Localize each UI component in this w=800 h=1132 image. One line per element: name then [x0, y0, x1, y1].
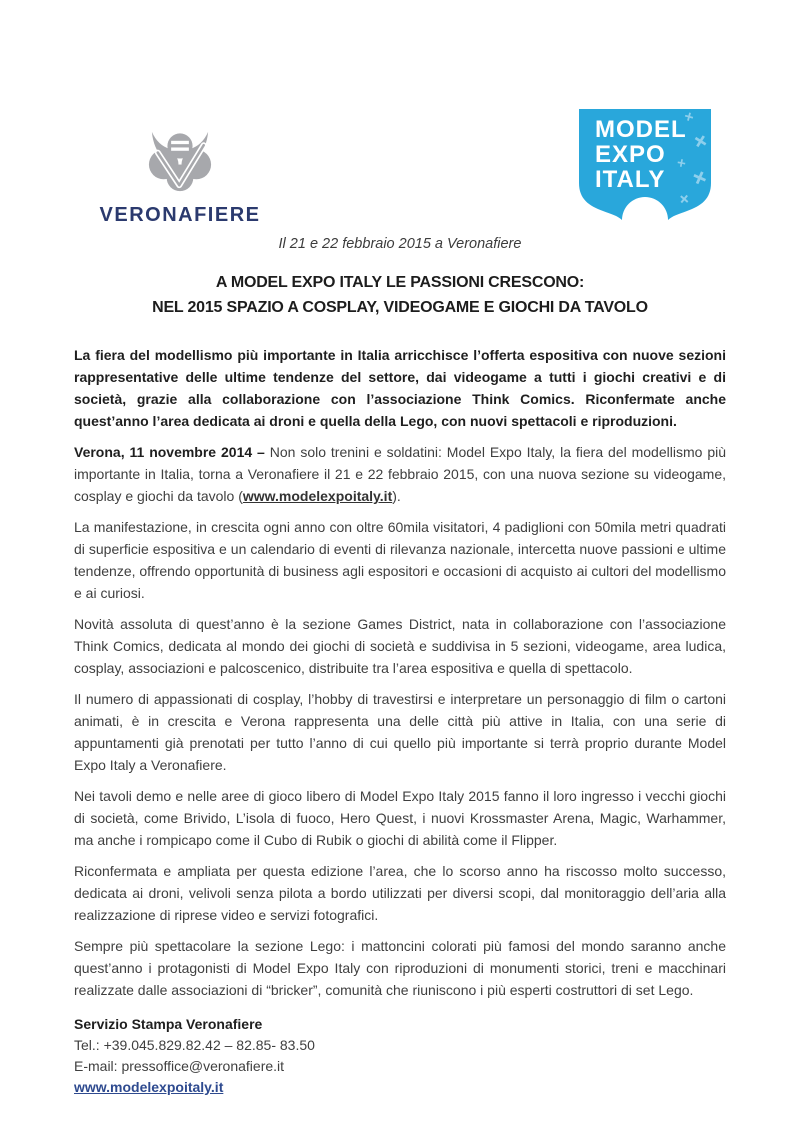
page-title — [74, 270, 726, 320]
footer-website-link[interactable]: www.modelexpoitaly.it — [74, 1079, 224, 1095]
veronafiere-wordmark: VERONAFIERE — [99, 204, 261, 226]
paragraph-cosplay: Il numero di appassionati di cosplay, l’hobby di travestirsi e interpretare un personaggio di film o cartoni animati, è in crescita e Verona rappresenta una delle città più attive in Italia, con una serie di appuntamenti già prenotati per tutto l’anno di cui quello più importante si terrà proprio durante Model Expo Italy a Veronafiere. — [74, 691, 726, 773]
veronafiere-emblem-icon — [126, 126, 234, 200]
plus-icon: + — [687, 162, 712, 194]
paragraph-lego: Sempre più spettacolare la sezione Lego: i mattoncini colorati più famosi del mondo saranno anche quest’anno i protagonisti di Model Expo Italy con riproduzioni di monumenti storici, treni e macchinari realizzate dalle associazioni di “bricker”, comunità che riuniscono i più esperti costruttori di set Lego. — [74, 938, 726, 998]
phone-line: Tel.: +39.045.829.82.42 – 82.85- 83.50 — [74, 1037, 315, 1053]
email-line: E-mail: pressoffice@veronafiere.it — [74, 1058, 285, 1074]
veronafiere-logo — [95, 126, 265, 227]
press-contact-block — [74, 1014, 726, 1098]
document-body — [74, 236, 726, 1098]
paragraph-games-district: Novità assoluta di quest’anno è la sezione Games District, nata in collaborazione con l’associazione Think Comics, dedicata al mondo dei giochi di società e suddivisa in 5 sezioni, videogame, area ludica, cosplay, associazioni e palcoscenico, distribuite tra l’area espositiva e quella di spettacolo. — [74, 616, 726, 676]
paragraph-board-games: Nei tavoli demo e nelle aree di gioco libero di Model Expo Italy 2015 fanno il loro ingresso i vecchi giochi di società, come Brivido, L’isola di fuoco, Hero Quest, i nuovi Krossmaster Arena, Magic, Warhammer, ma anche i rompicapo come il Cubo di Rubik o giochi di abilità come il Flipper. — [74, 788, 726, 848]
body-website-link[interactable]: www.modelexpoitaly.it — [242, 488, 393, 504]
logo-line-model: MODEL — [595, 116, 687, 143]
verona-text-end: ). — [392, 488, 401, 504]
press-office-heading: Servizio Stampa Veronafiere — [74, 1016, 263, 1032]
model-expo-italy-logo — [578, 108, 712, 220]
paragraph-verona — [74, 441, 726, 507]
plus-icon: + — [687, 126, 714, 157]
plus-icon: + — [673, 187, 695, 211]
verona-text: Non solo trenini e soldatini: Model Expo Italy, la fiera del modellismo più importante in Italia, torna a Veronafiere il 21 e 22 febbraio 2015, con una nuova sezione su videogame, cosplay e giochi da tavolo ( — [74, 444, 727, 504]
logo-line-italy: ITALY — [595, 166, 666, 193]
plus-icon: + — [675, 154, 688, 173]
plus-icon: + — [682, 108, 696, 127]
paragraph-visitors: La manifestazione, in crescita ogni anno con oltre 60mila visitatori, 4 padiglioni con 50mila metri quadrati di superficie espositiva e un calendario di eventi di rilevanza nazionale, intercetta nuove passioni e ultime tendenze, offrendo opportunità di business agli espositori e occasioni di acquisto ai cultori del modellismo e ai curiosi. — [74, 519, 726, 601]
title-line-2: NEL 2015 SPAZIO A COSPLAY, VIDEOGAME E GIOCHI DA TAVOLO — [152, 299, 648, 316]
paragraph-drones: Riconfermata e ampliata per questa edizione l’area, che lo scorso anno ha riscosso molto successo, dedicata ai droni, velivoli senza pilota a bordo utilizzati per diversi scopi, dal monitoraggio dell’aria alla realizzazione di riprese video e servizi fotografici. — [74, 863, 726, 923]
lead-paragraph: La fiera del modellismo più importante in Italia arricchisce l’offerta espositiva con nuove sezioni rappresentative delle ultime tendenze del settore, dai videogame a tutti i giochi creativi e di società, grazie alla collaborazione con l’associazione Think Comics. Riconfermate anche quest’anno l’area dedicata ai droni e quella della Lego, con nuovi spettacoli e riproduzioni. — [74, 347, 726, 429]
event-dateline: Il 21 e 22 febbraio 2015 a Veronafiere — [278, 236, 522, 252]
title-line-1: A MODEL EXPO ITALY LE PASSIONI CRESCONO: — [215, 274, 585, 291]
verona-date-prefix: Verona, 11 novembre 2014 – — [74, 444, 265, 460]
logo-line-expo: EXPO — [595, 141, 666, 168]
model-expo-logo-text — [595, 117, 687, 192]
